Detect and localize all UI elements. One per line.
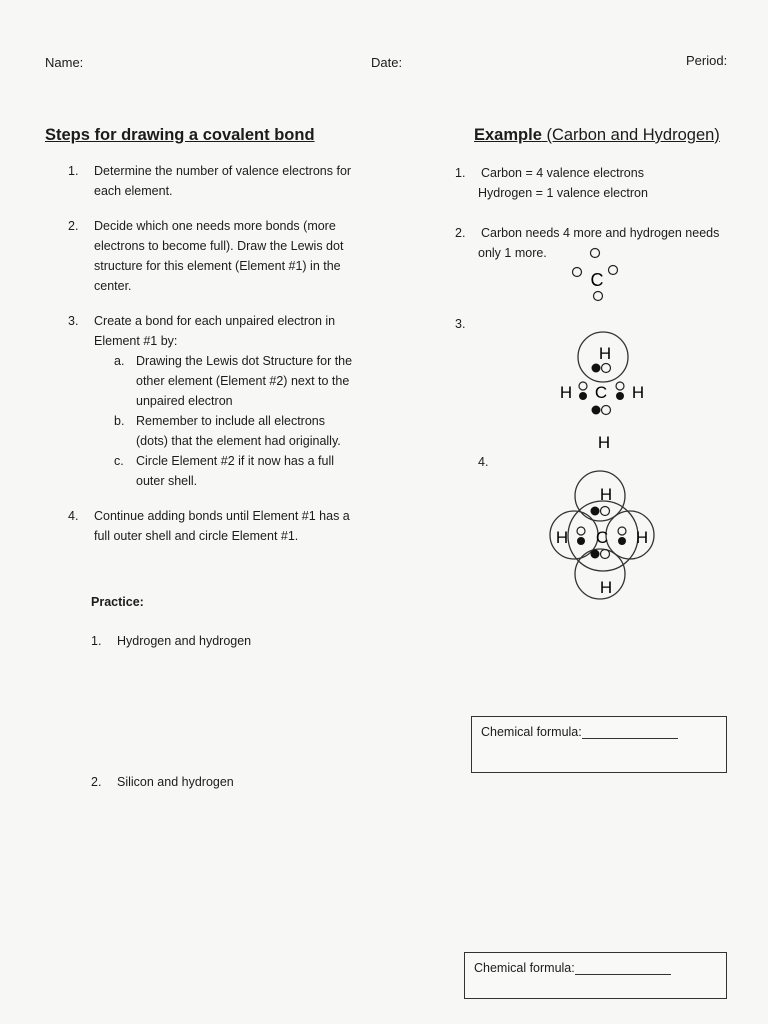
name-label: Name: xyxy=(45,55,84,70)
carbon-lewis-dot-diagram xyxy=(560,240,640,306)
hydrogen-symbol-right: H xyxy=(631,383,645,402)
shared-electron xyxy=(591,550,600,559)
chemical-formula-label: Chemical formula: xyxy=(474,961,671,975)
example-title xyxy=(474,126,720,145)
step-3a: a. Drawing the Lewis dot Structure for the other element (Element #2) next to the unpaired electron xyxy=(114,354,353,408)
hydrogen-symbol-top: H xyxy=(598,344,612,363)
example-step-2: 2. Carbon needs 4 more and hydrogen needs only 1 more. xyxy=(455,226,720,260)
carbon-valence-electron xyxy=(591,249,600,258)
bond-electron xyxy=(579,392,587,400)
hydrogen-symbol-bottom: H xyxy=(597,433,611,452)
chemical-formula-box-1[interactable] xyxy=(471,716,727,773)
example-title-rest: (Carbon and Hydrogen) xyxy=(541,126,720,144)
shared-electron xyxy=(602,364,611,373)
bond-electron xyxy=(616,392,624,400)
step-2: 2. Decide which one needs more bonds (more electrons to become full). Draw the Lewis dot structure for this element (Element #1) in the center. xyxy=(68,219,344,293)
hydrogen-symbol-top: H xyxy=(599,485,613,504)
example-title-bold: Example xyxy=(474,126,542,144)
chemical-formula-blank[interactable] xyxy=(575,962,671,975)
step-3: 3. Create a bond for each unpaired electron in Element #1 by: xyxy=(68,314,336,348)
steps-title-text: Steps for drawing a covalent bond xyxy=(45,126,315,144)
bond-electron xyxy=(579,382,587,390)
step-3b: b. Remember to include all electrons (dots) that the element had originally. xyxy=(114,414,341,448)
shared-electron xyxy=(618,537,626,545)
example-step-4-num: 4. xyxy=(478,455,489,469)
methane-complete-diagram xyxy=(548,470,660,602)
shared-electron xyxy=(592,364,601,373)
period-label: Period: xyxy=(686,53,728,68)
steps-title xyxy=(45,126,315,145)
date-label: Date: xyxy=(371,55,403,70)
carbon-valence-electron xyxy=(609,266,618,275)
shared-electron xyxy=(618,527,626,535)
shared-electron xyxy=(591,507,600,516)
chemical-formula-label: Chemical formula: xyxy=(481,725,678,739)
carbon-valence-electron xyxy=(573,268,582,277)
step-4: 4. Continue adding bonds until Element #1 has a full outer shell and circle Element #1. xyxy=(68,509,350,543)
step-1: 1. Determine the number of valence electrons for each element. xyxy=(68,164,352,198)
bond-electron xyxy=(592,406,601,415)
bond-electron xyxy=(602,406,611,415)
carbon-valence-electron xyxy=(594,292,603,301)
hydrogen-symbol-left: H xyxy=(559,383,573,402)
practice-problem-2: 2. Silicon and hydrogen xyxy=(91,775,234,789)
shared-electron xyxy=(577,537,585,545)
carbon-symbol: C xyxy=(590,270,604,290)
example-step-1: 1. Carbon = 4 valence electrons Hydrogen = 1 valence electron xyxy=(455,166,648,200)
chemical-formula-blank[interactable] xyxy=(582,726,678,739)
practice-heading: Practice: xyxy=(91,595,144,609)
step-3c: c. Circle Element #2 if it now has a full outer shell. xyxy=(114,454,335,488)
step-3-bonding-diagram xyxy=(548,328,658,456)
shared-electron xyxy=(601,507,610,516)
practice-problem-1: 1. Hydrogen and hydrogen xyxy=(91,634,252,648)
example-step-3-num: 3. xyxy=(455,317,466,331)
hydrogen-symbol-right: H xyxy=(635,528,649,547)
carbon-symbol-center: C xyxy=(595,528,609,547)
chemical-formula-box-2[interactable] xyxy=(464,952,727,999)
shared-electron xyxy=(601,550,610,559)
bond-electron xyxy=(616,382,624,390)
hydrogen-symbol-left: H xyxy=(555,528,569,547)
hydrogen-symbol-bottom: H xyxy=(599,578,613,597)
shared-electron xyxy=(577,527,585,535)
carbon-symbol-center: C xyxy=(594,383,608,402)
